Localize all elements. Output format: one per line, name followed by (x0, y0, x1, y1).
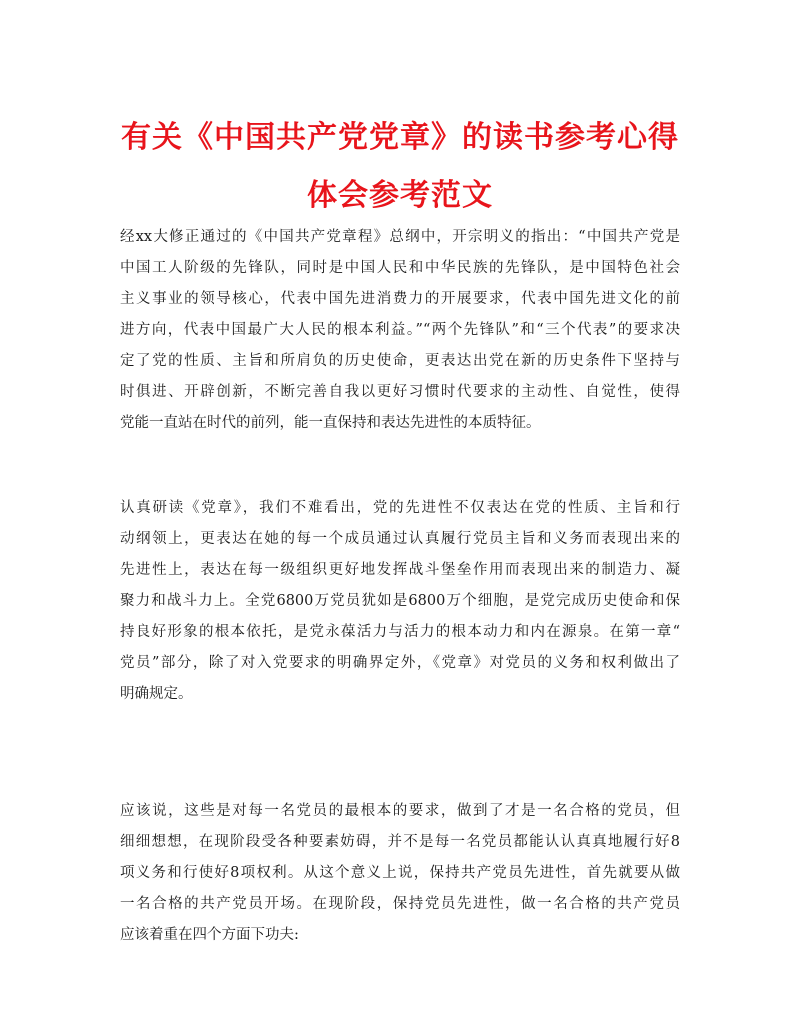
paragraph-2 (120, 493, 680, 710)
paragraph-line: 主义事业的领导核心，代表中国先进消费力的开展要求，代表中国先进文化的前 (120, 291, 680, 307)
paragraph-line: 时俱进、开辟创新，不断完善自我以更好习惯时代要求的主动性、自觉性，使得 (120, 384, 680, 400)
paragraph-1 (120, 222, 680, 439)
document-title-line-1: 有关《中国共产党党章》的读书参考心得 (121, 120, 679, 155)
paragraph-line: 党能一直站在时代的前列，能一直保持和表达先进性的本质特征。 (120, 415, 541, 431)
document-title-line-2: 体会参考范文 (307, 178, 493, 213)
paragraph-line: 动纲领上，更表达在她的每一个成员通过认真履行党员主旨和义务而表现出来的 (120, 531, 680, 547)
paragraph-line: 党员”部分，除了对入党要求的明确界定外，《党章》对党员的义务和权利做出了 (120, 655, 680, 671)
paragraph-line: 项义务和行使好8项权利。从这个意义上说，保持共产党员先进性，首先就要从做 (120, 865, 680, 881)
paragraph-line: 明确规定。 (120, 686, 193, 702)
paragraph-line: 聚力和战斗力上。全党6800万党员犹如是6800万个细胞，是党完成历史使命和保 (120, 593, 680, 609)
paragraph-3 (120, 796, 680, 951)
paragraph-line: 先进性上，表达在每一级组织更好地发挥战斗堡垒作用而表现出来的制造力、凝 (120, 562, 680, 578)
paragraph-line: 定了党的性质、主旨和所肩负的历史使命，更表达出党在新的历史条件下坚持与 (120, 353, 680, 369)
paragraph-line: 应该着重在四个方面下功夫: (120, 927, 299, 943)
paragraph-line: 进方向，代表中国最广大人民的根本利益。”“两个先锋队”和“三个代表”的要求决 (120, 322, 680, 338)
paragraph-line: 应该说，这些是对每一名党员的最根本的要求，做到了才是一名合格的党员，但 (120, 803, 680, 819)
paragraph-line: 持良好形象的根本依托，是党永葆活力与活力的根本动力和内在源泉。在第一章“ (120, 624, 680, 640)
paragraph-line: 认真研读《党章》，我们不难看出，党的先进性不仅表达在党的性质、主旨和行 (120, 500, 680, 516)
paragraph-line: 经xx大修正通过的《中国共产党章程》总纲中，开宗明义的指出：“中国共产党是 (120, 229, 680, 245)
paragraph-line: 一名合格的共产党员开场。在现阶段，保持党员先进性，做一名合格的共产党员 (120, 896, 680, 912)
paragraph-line: 细细想想，在现阶段受各种要素妨碍，并不是每一名党员都能认认真真地履行好8 (120, 834, 680, 850)
paragraph-line: 中国工人阶级的先锋队，同时是中国人民和中华民族的先锋队，是中国特色社会 (120, 260, 680, 276)
